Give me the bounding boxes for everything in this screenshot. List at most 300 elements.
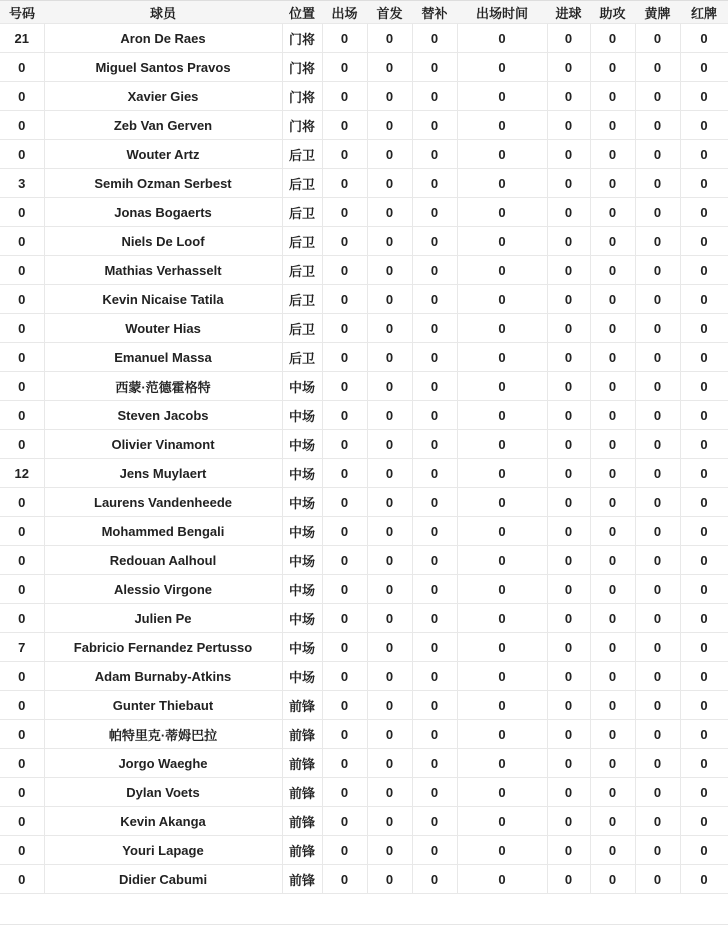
table-row <box>0 691 728 720</box>
cell-stat: 0 <box>457 778 547 807</box>
cell-position: 中场 <box>282 430 322 459</box>
cell-stat: 0 <box>322 459 367 488</box>
cell-stat: 0 <box>635 140 680 169</box>
cell-stat: 0 <box>590 662 635 691</box>
cell-stat: 0 <box>367 488 412 517</box>
column-header-yellow: 黄牌 <box>635 1 680 24</box>
cell-stat: 0 <box>680 662 728 691</box>
cell-stat: 0 <box>635 227 680 256</box>
cell-stat: 0 <box>547 53 590 82</box>
cell-stat: 0 <box>322 111 367 140</box>
table-row <box>0 372 728 401</box>
cell-stat: 0 <box>635 662 680 691</box>
cell-stat: 0 <box>547 662 590 691</box>
cell-stat: 0 <box>367 82 412 111</box>
cell-stat: 0 <box>322 807 367 836</box>
cell-stat: 0 <box>322 662 367 691</box>
cell-number: 0 <box>0 227 44 256</box>
cell-stat: 0 <box>590 372 635 401</box>
column-header-number: 号码 <box>0 1 44 24</box>
cell-stat: 0 <box>412 778 457 807</box>
cell-number: 0 <box>0 53 44 82</box>
cell-player: Youri Lapage <box>44 836 282 865</box>
cell-stat: 0 <box>322 82 367 111</box>
table-row <box>0 169 728 198</box>
cell-stat: 0 <box>680 227 728 256</box>
cell-position: 后卫 <box>282 314 322 343</box>
column-header-starts: 首发 <box>367 1 412 24</box>
cell-position: 门将 <box>282 82 322 111</box>
cell-position: 中场 <box>282 372 322 401</box>
cell-number: 0 <box>0 314 44 343</box>
cell-stat: 0 <box>322 778 367 807</box>
cell-stat: 0 <box>635 778 680 807</box>
cell-stat: 0 <box>590 227 635 256</box>
cell-stat: 0 <box>680 836 728 865</box>
cell-stat: 0 <box>412 575 457 604</box>
cell-stat: 0 <box>367 285 412 314</box>
cell-stat: 0 <box>322 227 367 256</box>
cell-stat: 0 <box>680 140 728 169</box>
cell-position: 前锋 <box>282 691 322 720</box>
cell-player: Zeb Van Gerven <box>44 111 282 140</box>
cell-position: 门将 <box>282 111 322 140</box>
cell-stat: 0 <box>367 256 412 285</box>
cell-number: 0 <box>0 517 44 546</box>
cell-stat: 0 <box>635 53 680 82</box>
cell-stat: 0 <box>367 459 412 488</box>
cell-stat: 0 <box>367 778 412 807</box>
cell-stat: 0 <box>635 488 680 517</box>
cell-stat: 0 <box>322 169 367 198</box>
cell-stat: 0 <box>367 517 412 546</box>
cell-position: 前锋 <box>282 865 322 894</box>
cell-stat: 0 <box>457 662 547 691</box>
cell-stat: 0 <box>547 633 590 662</box>
cell-player: Wouter Hias <box>44 314 282 343</box>
cell-stat: 0 <box>457 401 547 430</box>
cell-stat: 0 <box>680 778 728 807</box>
cell-stat: 0 <box>322 53 367 82</box>
column-header-assists: 助攻 <box>590 1 635 24</box>
cell-stat: 0 <box>322 285 367 314</box>
cell-position: 前锋 <box>282 778 322 807</box>
cell-stat: 0 <box>680 459 728 488</box>
cell-stat: 0 <box>680 314 728 343</box>
cell-stat: 0 <box>322 836 367 865</box>
table-row <box>0 865 728 894</box>
cell-stat: 0 <box>412 488 457 517</box>
cell-stat: 0 <box>547 372 590 401</box>
cell-player: Laurens Vandenheede <box>44 488 282 517</box>
cell-player: 帕特里克·蒂姆巴拉 <box>44 720 282 749</box>
column-header-player: 球员 <box>44 1 282 24</box>
cell-stat: 0 <box>547 604 590 633</box>
cell-stat: 0 <box>635 343 680 372</box>
cell-number: 0 <box>0 546 44 575</box>
cell-stat: 0 <box>635 517 680 546</box>
cell-stat: 0 <box>547 140 590 169</box>
cell-stat: 0 <box>322 343 367 372</box>
cell-stat: 0 <box>547 575 590 604</box>
cell-stat: 0 <box>322 140 367 169</box>
cell-stat: 0 <box>412 401 457 430</box>
cell-stat: 0 <box>590 82 635 111</box>
cell-stat: 0 <box>322 546 367 575</box>
cell-position: 中场 <box>282 662 322 691</box>
cell-stat: 0 <box>412 720 457 749</box>
cell-position: 中场 <box>282 488 322 517</box>
cell-stat: 0 <box>547 314 590 343</box>
table-row <box>0 82 728 111</box>
cell-stat: 0 <box>367 314 412 343</box>
cell-stat: 0 <box>590 169 635 198</box>
cell-stat: 0 <box>367 865 412 894</box>
cell-number: 0 <box>0 372 44 401</box>
cell-position: 门将 <box>282 24 322 53</box>
cell-stat: 0 <box>457 865 547 894</box>
cell-stat: 0 <box>367 749 412 778</box>
cell-number: 7 <box>0 633 44 662</box>
cell-player: Olivier Vinamont <box>44 430 282 459</box>
cell-stat: 0 <box>412 546 457 575</box>
cell-stat: 0 <box>680 53 728 82</box>
cell-stat: 0 <box>367 691 412 720</box>
cell-number: 0 <box>0 488 44 517</box>
cell-stat: 0 <box>322 749 367 778</box>
cell-number: 3 <box>0 169 44 198</box>
cell-stat: 0 <box>547 807 590 836</box>
cell-stat: 0 <box>322 401 367 430</box>
cell-stat: 0 <box>547 546 590 575</box>
cell-stat: 0 <box>590 720 635 749</box>
table-row <box>0 749 728 778</box>
cell-stat: 0 <box>547 285 590 314</box>
cell-number: 0 <box>0 111 44 140</box>
cell-stat: 0 <box>547 111 590 140</box>
cell-position: 后卫 <box>282 140 322 169</box>
cell-stat: 0 <box>635 169 680 198</box>
cell-stat: 0 <box>322 604 367 633</box>
cell-stat: 0 <box>412 691 457 720</box>
cell-stat: 0 <box>547 343 590 372</box>
cell-stat: 0 <box>635 865 680 894</box>
cell-stat: 0 <box>367 111 412 140</box>
cell-stat: 0 <box>590 401 635 430</box>
cell-stat: 0 <box>547 778 590 807</box>
bottom-divider <box>0 924 728 925</box>
cell-stat: 0 <box>590 604 635 633</box>
cell-position: 前锋 <box>282 749 322 778</box>
cell-position: 中场 <box>282 575 322 604</box>
cell-stat: 0 <box>457 111 547 140</box>
cell-stat: 0 <box>635 807 680 836</box>
cell-player: Semih Ozman Serbest <box>44 169 282 198</box>
cell-stat: 0 <box>547 749 590 778</box>
cell-stat: 0 <box>457 24 547 53</box>
cell-player: Niels De Loof <box>44 227 282 256</box>
cell-stat: 0 <box>635 720 680 749</box>
cell-stat: 0 <box>680 82 728 111</box>
cell-player: Kevin Nicaise Tatila <box>44 285 282 314</box>
cell-number: 0 <box>0 807 44 836</box>
cell-stat: 0 <box>367 662 412 691</box>
cell-stat: 0 <box>590 488 635 517</box>
cell-number: 0 <box>0 343 44 372</box>
table-row <box>0 53 728 82</box>
cell-stat: 0 <box>367 430 412 459</box>
column-header-minutes: 出场时间 <box>457 1 547 24</box>
cell-stat: 0 <box>635 633 680 662</box>
cell-stat: 0 <box>590 198 635 227</box>
cell-stat: 0 <box>457 372 547 401</box>
table-row <box>0 459 728 488</box>
cell-stat: 0 <box>590 343 635 372</box>
cell-stat: 0 <box>547 82 590 111</box>
cell-player: Dylan Voets <box>44 778 282 807</box>
cell-position: 中场 <box>282 401 322 430</box>
cell-stat: 0 <box>367 227 412 256</box>
cell-player: Jens Muylaert <box>44 459 282 488</box>
table-row <box>0 343 728 372</box>
cell-stat: 0 <box>367 575 412 604</box>
table-row <box>0 546 728 575</box>
cell-player: 西蒙·范德霍格特 <box>44 372 282 401</box>
cell-stat: 0 <box>367 198 412 227</box>
cell-stat: 0 <box>590 517 635 546</box>
cell-stat: 0 <box>457 836 547 865</box>
column-header-sub: 替补 <box>412 1 457 24</box>
cell-stat: 0 <box>322 256 367 285</box>
table-row <box>0 198 728 227</box>
cell-stat: 0 <box>412 82 457 111</box>
cell-stat: 0 <box>412 517 457 546</box>
cell-stat: 0 <box>547 691 590 720</box>
cell-stat: 0 <box>412 314 457 343</box>
cell-stat: 0 <box>635 372 680 401</box>
cell-stat: 0 <box>680 372 728 401</box>
table-row <box>0 604 728 633</box>
cell-stat: 0 <box>590 111 635 140</box>
cell-stat: 0 <box>322 691 367 720</box>
cell-stat: 0 <box>635 314 680 343</box>
table-header-row <box>0 1 728 24</box>
player-table-body <box>0 24 728 894</box>
cell-stat: 0 <box>680 749 728 778</box>
cell-stat: 0 <box>322 372 367 401</box>
cell-stat: 0 <box>412 459 457 488</box>
cell-stat: 0 <box>412 140 457 169</box>
cell-position: 前锋 <box>282 720 322 749</box>
cell-stat: 0 <box>322 865 367 894</box>
table-row <box>0 111 728 140</box>
cell-stat: 0 <box>680 285 728 314</box>
cell-stat: 0 <box>367 604 412 633</box>
cell-number: 0 <box>0 285 44 314</box>
cell-stat: 0 <box>680 604 728 633</box>
cell-stat: 0 <box>367 343 412 372</box>
cell-stat: 0 <box>680 807 728 836</box>
cell-stat: 0 <box>590 807 635 836</box>
cell-stat: 0 <box>680 546 728 575</box>
cell-stat: 0 <box>412 662 457 691</box>
cell-stat: 0 <box>367 53 412 82</box>
cell-stat: 0 <box>457 82 547 111</box>
table-row <box>0 720 728 749</box>
cell-stat: 0 <box>457 343 547 372</box>
column-header-appearances: 出场 <box>322 1 367 24</box>
cell-stat: 0 <box>680 169 728 198</box>
cell-position: 后卫 <box>282 256 322 285</box>
cell-stat: 0 <box>590 546 635 575</box>
table-row <box>0 285 728 314</box>
cell-stat: 0 <box>457 488 547 517</box>
cell-player: Gunter Thiebaut <box>44 691 282 720</box>
table-row <box>0 401 728 430</box>
cell-stat: 0 <box>635 82 680 111</box>
cell-stat: 0 <box>547 227 590 256</box>
cell-stat: 0 <box>322 198 367 227</box>
cell-stat: 0 <box>635 111 680 140</box>
column-header-position: 位置 <box>282 1 322 24</box>
cell-position: 后卫 <box>282 169 322 198</box>
cell-stat: 0 <box>367 401 412 430</box>
cell-number: 0 <box>0 401 44 430</box>
cell-stat: 0 <box>635 575 680 604</box>
cell-player: Alessio Virgone <box>44 575 282 604</box>
cell-stat: 0 <box>412 169 457 198</box>
cell-position: 后卫 <box>282 343 322 372</box>
cell-stat: 0 <box>680 430 728 459</box>
cell-stat: 0 <box>322 633 367 662</box>
cell-player: Redouan Aalhoul <box>44 546 282 575</box>
cell-stat: 0 <box>680 691 728 720</box>
cell-player: Mohammed Bengali <box>44 517 282 546</box>
cell-number: 0 <box>0 198 44 227</box>
cell-stat: 0 <box>635 285 680 314</box>
cell-stat: 0 <box>412 372 457 401</box>
cell-stat: 0 <box>635 459 680 488</box>
table-row <box>0 314 728 343</box>
cell-stat: 0 <box>547 517 590 546</box>
cell-stat: 0 <box>412 604 457 633</box>
cell-player: Xavier Gies <box>44 82 282 111</box>
cell-stat: 0 <box>322 488 367 517</box>
cell-number: 0 <box>0 140 44 169</box>
cell-stat: 0 <box>680 24 728 53</box>
cell-stat: 0 <box>547 720 590 749</box>
cell-player: Wouter Artz <box>44 140 282 169</box>
cell-stat: 0 <box>590 633 635 662</box>
cell-stat: 0 <box>457 198 547 227</box>
cell-stat: 0 <box>457 575 547 604</box>
cell-stat: 0 <box>412 111 457 140</box>
table-row <box>0 517 728 546</box>
cell-stat: 0 <box>547 401 590 430</box>
cell-position: 门将 <box>282 53 322 82</box>
cell-stat: 0 <box>457 517 547 546</box>
cell-player: Steven Jacobs <box>44 401 282 430</box>
cell-stat: 0 <box>635 546 680 575</box>
cell-stat: 0 <box>367 836 412 865</box>
cell-stat: 0 <box>457 459 547 488</box>
cell-stat: 0 <box>680 575 728 604</box>
cell-stat: 0 <box>635 691 680 720</box>
column-header-goals: 进球 <box>547 1 590 24</box>
cell-stat: 0 <box>680 198 728 227</box>
cell-stat: 0 <box>590 575 635 604</box>
cell-stat: 0 <box>457 314 547 343</box>
cell-stat: 0 <box>680 633 728 662</box>
cell-player: Jonas Bogaerts <box>44 198 282 227</box>
cell-stat: 0 <box>412 256 457 285</box>
cell-position: 后卫 <box>282 198 322 227</box>
cell-stat: 0 <box>590 256 635 285</box>
column-header-red: 红牌 <box>680 1 728 24</box>
cell-stat: 0 <box>457 430 547 459</box>
cell-stat: 0 <box>367 140 412 169</box>
cell-position: 后卫 <box>282 285 322 314</box>
cell-stat: 0 <box>412 24 457 53</box>
cell-stat: 0 <box>412 227 457 256</box>
cell-stat: 0 <box>680 401 728 430</box>
table-row <box>0 778 728 807</box>
cell-player: Julien Pe <box>44 604 282 633</box>
cell-stat: 0 <box>367 372 412 401</box>
table-row <box>0 430 728 459</box>
cell-stat: 0 <box>680 488 728 517</box>
cell-number: 0 <box>0 430 44 459</box>
cell-stat: 0 <box>547 488 590 517</box>
table-row <box>0 836 728 865</box>
cell-stat: 0 <box>412 807 457 836</box>
cell-player: Jorgo Waeghe <box>44 749 282 778</box>
cell-stat: 0 <box>680 865 728 894</box>
cell-stat: 0 <box>457 53 547 82</box>
cell-stat: 0 <box>457 604 547 633</box>
cell-stat: 0 <box>635 836 680 865</box>
cell-position: 中场 <box>282 633 322 662</box>
cell-stat: 0 <box>457 256 547 285</box>
cell-number: 0 <box>0 720 44 749</box>
cell-stat: 0 <box>367 633 412 662</box>
cell-stat: 0 <box>635 198 680 227</box>
cell-stat: 0 <box>680 517 728 546</box>
cell-number: 0 <box>0 82 44 111</box>
cell-number: 0 <box>0 604 44 633</box>
cell-stat: 0 <box>412 430 457 459</box>
cell-stat: 0 <box>590 778 635 807</box>
cell-position: 前锋 <box>282 836 322 865</box>
table-row <box>0 575 728 604</box>
cell-stat: 0 <box>680 343 728 372</box>
table-row <box>0 227 728 256</box>
cell-stat: 0 <box>457 749 547 778</box>
cell-stat: 0 <box>547 256 590 285</box>
cell-stat: 0 <box>322 430 367 459</box>
cell-number: 12 <box>0 459 44 488</box>
table-row <box>0 807 728 836</box>
cell-stat: 0 <box>590 836 635 865</box>
cell-stat: 0 <box>367 807 412 836</box>
cell-stat: 0 <box>590 865 635 894</box>
cell-number: 0 <box>0 256 44 285</box>
table-row <box>0 633 728 662</box>
table-row <box>0 140 728 169</box>
cell-stat: 0 <box>457 169 547 198</box>
cell-stat: 0 <box>322 720 367 749</box>
cell-stat: 0 <box>457 285 547 314</box>
